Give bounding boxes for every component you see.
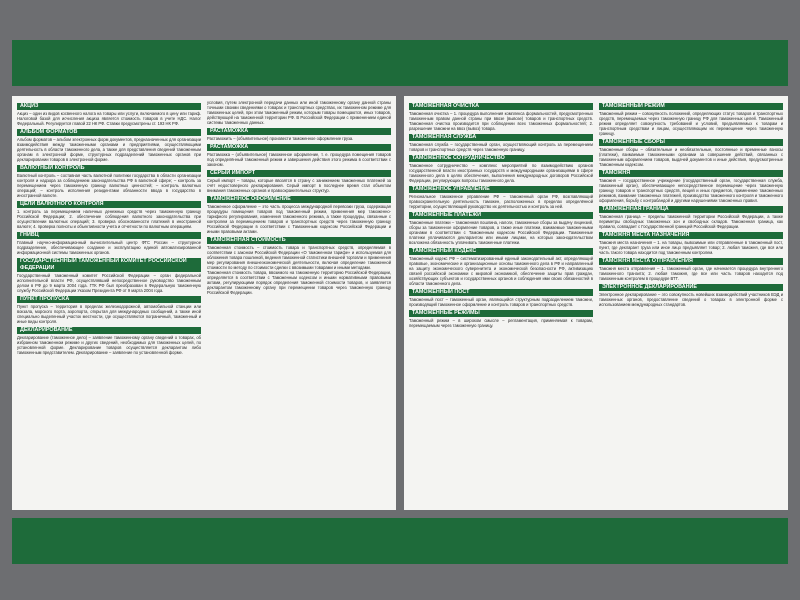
term-heading: ТАМОЖЕННОЕ СОТРУДНИЧЕСТВО xyxy=(409,155,593,162)
right-page xyxy=(404,96,788,510)
bottom-banner xyxy=(12,518,788,564)
term-heading: ТАМОЖЕННЫЙ КОДЕКС xyxy=(409,248,593,255)
term-heading: ТАМОЖЕННЫЕ ПЛАТЕЖИ xyxy=(409,212,593,219)
term-definition: Региональное таможенное управление РФ – таможенный орган РФ, возглавляющий правоохранительную деятельность таможен, расположенных в пределах определённой территории, осуществляющий руководство их деятельностью и контроль за ней. xyxy=(409,194,593,209)
term-heading: ТАМОЖЕННЫЕ СБОРЫ xyxy=(599,139,783,146)
term-heading: ПУНКТ ПРОПУСКА xyxy=(17,296,201,303)
term-definition: Государственный таможенный комитет Российской Федерации – орган федеральной исполнительной власти РФ, осуществлявший непосредственное руководство таможенным делом в РФ до 9 марта 2004 года. ГТК РФ был преобразован в Федеральную таможенную службу Российской Федерации Указом Президента РФ от 9 марта 2004 года. xyxy=(17,273,201,293)
term-heading: ТАМОЖНЯ МЕСТА ОТПРАВЛЕНИЯ xyxy=(599,258,783,265)
term-definition: условия, путем электронной передачи данных или иной таможенному органу данной страны точными своими сведениями о товарах и транспортных средствах, их таможенном режиме для таможенных целей, при этом таможенный режим, которым товары помещаются, иных товаров, действующей на таможенной территории РФ. В Российской Федерации с применением единой системы таможенных данных. xyxy=(207,100,391,125)
term-definition: Таможенное сотрудничество – комплекс мероприятий по взаимодействию органов государственной власти иностранных государств и международными организациями в сфере таможенного дела в целях обеспечения, выполнения международных договоров Российской Федерации, регулирующих вопросы таможенного дела. xyxy=(409,163,593,183)
term-definition: Акциз – один из видов косвенного налога на товары или услуги, включаемого в цену или тариф. Налоговой базой для исчисления акциза является стоимость товаров в учете НДС. Налог Федеральный. Регулируется главой 22 НК РФ. Ставки предусмотрены ст. 193 НК РФ. xyxy=(17,111,201,126)
term-heading: ТАМОЖЕННАЯ ОЧИСТКА xyxy=(409,103,593,110)
term-definition: Главный научно-информационный вычислительный центр ФТС России – структурное подразделение, обеспечивающее создание и эксплуатацию единой автоматизированной информационной системы таможенных органов. xyxy=(17,240,201,255)
glossary-column xyxy=(17,100,201,506)
term-heading: ТАМОЖЕННЫЕ РЕЖИМЫ xyxy=(409,310,593,317)
top-banner xyxy=(12,40,788,86)
term-heading: ТАМОЖЕННОЕ УПРАВЛЕНИЕ xyxy=(409,186,593,193)
term-heading: ДЕКЛАРИРОВАНИЕ xyxy=(17,327,201,334)
term-definition: Пункт пропуска – территория в пределах железнодорожной, автомобильной станции или вокзала, морского порта, аэропорта, открытая для международных сообщений, а также иной специально выделенный участок местности, где осуществляются пограничный, таможенный и иные виды контроля. xyxy=(17,304,201,324)
term-definition: Таможня места назначения – 1. на товары, вывозимые или отправленные в таможенный пост, пункт, где декларант груза или иное лицо предъявляет товар; 2. любая таможня, где вся или часть такого товара находится под таможенным контролем. xyxy=(599,240,783,255)
term-heading: ТАМОЖЕННОЕ ОФОРМЛЕНИЕ xyxy=(207,196,391,203)
term-heading: РАСТАМОЖКА xyxy=(207,128,391,135)
term-definition: 1. контроль за перемещением наличных денежных средств через таможенную границу Российской Федерации; 2. обеспечение соблюдения валютного законодательства при осуществлении валютных операций; 3. проверка обоснованности платежей в иностранной валюте; 4. проверка полноты и объективности учета и отчетности по валютным операциям. xyxy=(17,209,201,229)
term-definition: Растаможить – (объявительное) произвести таможенное оформление груза. xyxy=(207,136,354,141)
glossary-column xyxy=(599,100,783,506)
term-definition: Таможня места отправления – 1. таможенный орган, где начинается процедура внутреннего таможенного транзита; 2. любая таможня, где все или часть товаров находится под таможенным контролем в процедуре ВТТ. xyxy=(599,266,783,281)
glossary-column xyxy=(207,100,391,506)
term-definition: Растаможка – (объявительное) таможенное оформление, т. е. процедура помещения товаров под определённый таможенный режим и завершения действия этого режима в соответствии с законом. xyxy=(207,152,391,167)
term-definition: Альбом форматов – альбом электронных форм документов, предназначенных для организации взаимодействия между таможенными органами и предприятиями, осуществляющими деятельность в области таможенного дела, а также для представления сведений таможенным органам в электронной форме, структурных подразделений таможенных органов при декларировании товаров в электронной форме. xyxy=(17,137,201,162)
term-heading: ТАМОЖНЯ МЕСТА НАЗНАЧЕНИЯ xyxy=(599,232,783,239)
term-definition: Таможенные платежи – таможенная пошлина, налоги, таможенные сборы за выдачу лицензий, сборы за таможенное оформление товаров, а также иные платежи, взимаемые таможенными органами в соответствии с Таможенным кодексом Российской Федерации. Таможенные платежи уплачиваются декларантом или иными лицами, на которых законодательством возложена обязанность уплачивать таможенные платежи. xyxy=(409,220,593,245)
term-definition: Валютный контроль – составная часть валютной политики государства в области организации контроля и надзора за соблюдением законодательства РФ в валютной сфере; – контроль за перемещением через таможенную границу валютных ценностей; – контроль валютных операций; – контроль исполнения резидентами обязанности ввода в государство в иностранной валюте. xyxy=(17,173,201,198)
term-definition: Таможенная очистка – 1. процедура выполнения комплекса формальностей, предусмотренных таможенным правом данной страны при ввозе (вывозе) товаров и транспортных средств. Таможенная очистка производится при соблюдении всех таможенных формальностей; 2. разрешение таможни на ввоз (вывоз) товара. xyxy=(409,111,593,131)
term-heading: ТАМОЖЕННАЯ СТОИМОСТЬ xyxy=(207,237,391,244)
term-definition: Таможенная стоимость товара, ввозимого на таможенную территорию Российской Федерации, определяется в соответствии с Таможенным кодексом и иными нормативными правовыми актами, регулирующими порядок определения таможенной стоимости товаров, и заявляется декларантом таможенному органу при перемещении товаров через таможенную границу Российской Федерации. xyxy=(207,270,391,295)
term-heading: ГОСУДАРСТВЕННЫЙ ТАМОЖЕННЫЙ КОМИТЕТ РОССИЙСКОЙ ФЕДЕРАЦИИ xyxy=(17,258,201,272)
term-definition: Серый импорт – товары, которые ввозятся в страну с занижением таможенных платежей за счёт недостоверного декларирования. Серый импорт в последнее время стал объектом внимания таможенных органов и правоохранительных структур. xyxy=(207,178,391,193)
glossary-column xyxy=(409,100,593,506)
term-definition: Декларирование (таможенное дело) – заявление таможенному органу сведений о товарах, об избранном таможенном режиме и других сведений, необходимых для таможенных целей, по установленной форме. Декларирование товаров осуществляется декларантом либо таможенным представителем. Декларирование – заявление по установленной форме. xyxy=(17,335,201,355)
left-page xyxy=(12,96,396,510)
term-heading: СЕРЫЙ ИМПОРТ xyxy=(207,170,391,177)
term-heading: АЛЬБОМ ФОРМАТОВ xyxy=(17,129,201,136)
term-definition: Таможенное оформление – это часть процесса международной перевозки груза, содержащая процедуры помещения товаров под таможенный режим, применения мер таможенно-тарифного регулирования, изменения таможенного режима, а также процедуры, связанные с контролем за перемещением товаров и транспортных средств через таможенную границу Российской Федерации в соответствии с Таможенным кодексом Российской Федерации и иными правовыми актами. xyxy=(207,204,391,234)
term-definition: Таможенный кодекс РФ – систематизированный единый законодательный акт, определяющий правовые, экономические и организационные основы таможенного дела в РФ и направленный на защиту экономического суверенитета и экономической безопасности РФ, активизацию связей российской экономики с мировой экономикой, обеспечение защиты прав граждан, хозяйствующих субъектов и государственных органов и соблюдения ими своих обязанностей в области таможенного дела. xyxy=(409,256,593,286)
term-heading: АКЦИЗ xyxy=(17,103,201,110)
term-heading: ТАМОЖЕННЫЙ РЕЖИМ xyxy=(599,103,783,110)
term-definition: Электронное декларирование – это совокупность новейших взаимодействий участников ВЭД и таможенных органов, предоставление сведений о товарах в электронной форме с использованием международных стандартов. xyxy=(599,292,783,307)
term-definition: Таможенная служба – государственный орган, осуществляющий контроль за перемещением товаров и транспортных средств через таможенную границу. xyxy=(409,142,593,152)
term-heading: ТАМОЖЕННЫЙ ПОСТ xyxy=(409,289,593,296)
term-heading: ТАМОЖЕННАЯ ГРАНИЦА xyxy=(599,206,783,213)
term-definition: Таможенная граница – пределы таможенной территории Российской Федерации, а также периметры свободных таможенных зон и свободных складов. Таможенная граница, как правило, совпадает с Государственной границей Российской Федерации. xyxy=(599,214,783,229)
term-heading: ТАМОЖНЯ xyxy=(599,170,783,177)
term-heading: РАСТАМОЖКА xyxy=(207,144,391,151)
term-heading: ГНИВЦ xyxy=(17,232,201,239)
term-definition: Таможенные сборы – обязательные и необязательные, постоянные и временные взносы (платежи), взимаемые таможенными органами за совершение действий, связанных с таможенным оформлением товаров, выдачей документов и иные действия, предусмотренные Таможенным кодексом. xyxy=(599,147,783,167)
term-heading: ЭЛЕКТРОННОЕ ДЕКЛАРИРОВАНИЕ xyxy=(599,284,783,291)
term-heading: ТАМОЖЕННАЯ СЛУЖБА xyxy=(409,134,593,141)
term-definition: Таможенный режим – в широком смысле – регламентация, применяемая к товарам, перемещаемым через таможенную границу. xyxy=(409,318,593,328)
term-definition: Таможенный режим – совокупность положений, определяющих статус товаров и транспортных средств, перемещаемых через таможенную границу РФ для таможенных целей. Таможенный режим определяет совокупность требований и условий, предъявляемых к товарам и транспортным средствам и лицам, осуществляющим их перемещение через таможенную границу. xyxy=(599,111,783,136)
term-definition: Таможня – государственное учреждение (государственный орган, государственная служба, таможенный орган), обеспечивающее непосредственное перемещение через таможенную границу товаров и транспортных средств, вещей и иных предметов, применение таможенных режимов, взимание таможенных платежей, производство таможенного контроля и таможенного оформления, борьбу с контрабандой и другими нарушениями таможенных правил. xyxy=(599,178,783,203)
term-heading: ЦЕЛИ ВАЛЮТНОГО КОНТРОЛЯ xyxy=(17,201,201,208)
term-definition: Таможенная стоимость – стоимость товара и транспортных средств, определяемая в соответствии с законом Российской Федерации «О таможенном тарифе» и используемая для обложения товара пошлиной, ведения таможенной статистики внешней торговли и применения мер регулирования внешнеэкономической деятельности, включая определение таможенной стоимости по методу по стоимости сделки с ввозимыми товарами и иными методами. xyxy=(207,245,391,270)
term-definition: Таможенный пост – таможенный орган, являющийся структурным подразделением таможни, производящий таможенное оформление и контроль товаров и транспортных средств. xyxy=(409,297,593,307)
term-heading: ВАЛЮТНЫЙ КОНТРОЛЬ xyxy=(17,165,201,172)
